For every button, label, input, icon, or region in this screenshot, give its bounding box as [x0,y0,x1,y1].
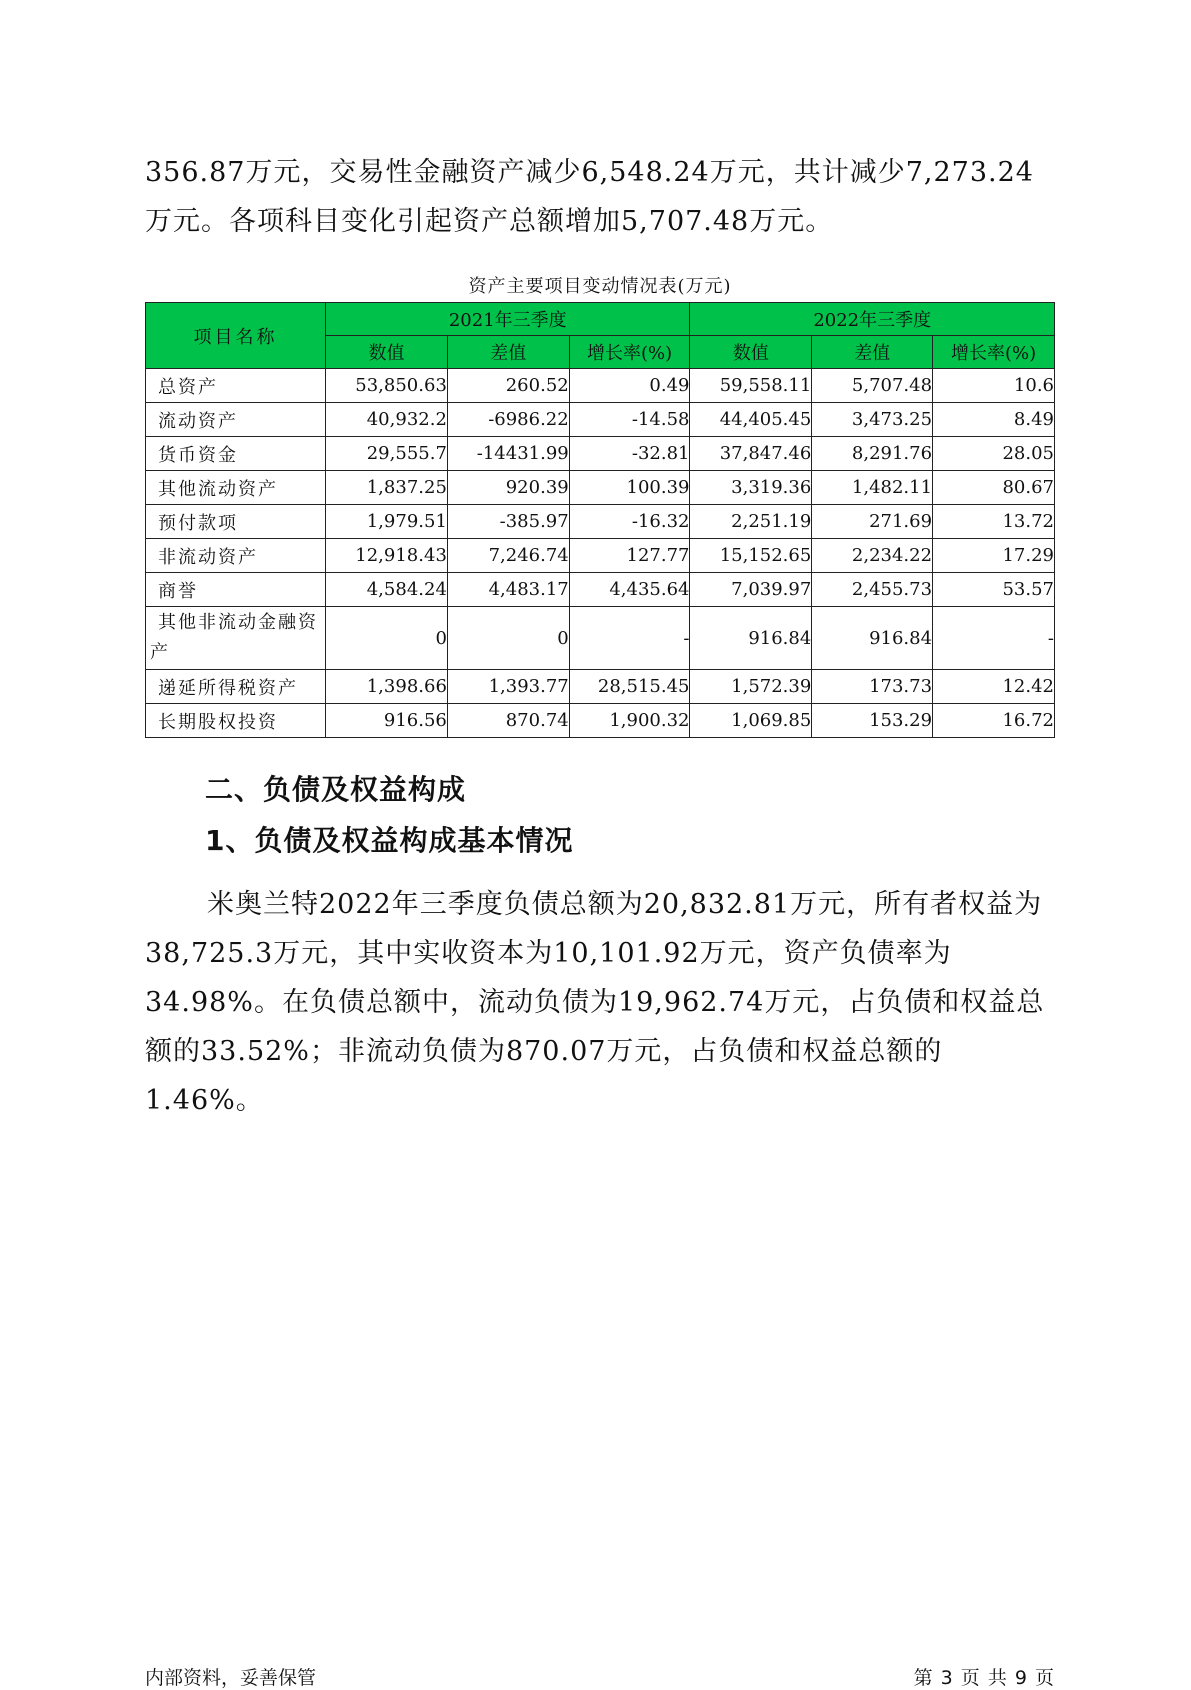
header-growth-2021: 增长率(%) [569,336,690,369]
row-value-cell: 271.69 [812,505,933,539]
header-diff-2022: 差值 [812,336,933,369]
row-item-name: 其他流动资产 [146,471,326,505]
row-item-name: 总资产 [146,369,326,403]
row-value-cell: 4,483.17 [447,573,569,607]
row-value-cell: 40,932.2 [326,403,448,437]
row-value-cell: 1,837.25 [326,471,448,505]
row-value-cell: 100.39 [569,471,690,505]
row-value-cell: 28,515.45 [569,670,690,704]
row-value-cell: 53,850.63 [326,369,448,403]
row-value-cell: 916.84 [690,607,812,670]
row-value-cell: -32.81 [569,437,690,471]
header-group-2021: 2021年三季度 [326,303,690,336]
row-value-cell: 2,455.73 [812,573,933,607]
row-value-cell: 1,393.77 [447,670,569,704]
row-value-cell: 916.56 [326,704,448,738]
row-value-cell: 1,572.39 [690,670,812,704]
row-value-cell: 17.29 [933,539,1055,573]
row-item-name: 长期股权投资 [146,704,326,738]
row-value-cell: 37,847.46 [690,437,812,471]
row-value-cell: 80.67 [933,471,1055,505]
row-value-cell: 3,319.36 [690,471,812,505]
row-value-cell: 3,473.25 [812,403,933,437]
header-growth-2022: 增长率(%) [933,336,1055,369]
row-value-cell: - [933,607,1055,670]
footer-page-number: 第 3 页 共 9 页 [913,1667,1055,1689]
header-group-2022: 2022年三季度 [690,303,1055,336]
header-value-2021: 数值 [326,336,448,369]
header-item-name: 项目名称 [146,303,326,369]
row-item-name: 货币资金 [146,437,326,471]
row-value-cell: 260.52 [447,369,569,403]
row-value-cell: - [569,607,690,670]
row-value-cell: 2,234.22 [812,539,933,573]
row-item-name: 商誉 [146,573,326,607]
header-diff-2021: 差值 [447,336,569,369]
row-value-cell: 153.29 [812,704,933,738]
row-value-cell: 59,558.11 [690,369,812,403]
row-value-cell: 1,482.11 [812,471,933,505]
table-row [146,539,1055,573]
row-value-cell: -14.58 [569,403,690,437]
row-value-cell: 13.72 [933,505,1055,539]
row-value-cell: 7,039.97 [690,573,812,607]
row-value-cell: 916.84 [812,607,933,670]
table-row [146,670,1055,704]
table-row [146,437,1055,471]
row-value-cell: 2,251.19 [690,505,812,539]
row-item-name: 递延所得税资产 [146,670,326,704]
row-value-cell: 173.73 [812,670,933,704]
section-subheading: 1、负债及权益构成基本情况 [205,824,574,857]
row-item-name: 非流动资产 [146,539,326,573]
row-value-cell: 127.77 [569,539,690,573]
footer-confidential-note: 内部资料，妥善保管 [145,1667,317,1689]
table-row [146,369,1055,403]
header-value-2022: 数值 [690,336,812,369]
row-value-cell: -6986.22 [447,403,569,437]
row-value-cell: 10.6 [933,369,1055,403]
row-value-cell: 870.74 [447,704,569,738]
row-value-cell: 4,435.64 [569,573,690,607]
row-value-cell: 1,398.66 [326,670,448,704]
row-value-cell: 8,291.76 [812,437,933,471]
row-value-cell: 1,069.85 [690,704,812,738]
table-row [146,505,1055,539]
table-row [146,403,1055,437]
row-value-cell: 8.49 [933,403,1055,437]
row-value-cell: -385.97 [447,505,569,539]
intro-paragraph: 356.87万元，交易性金融资产减少6,548.24万元，共计减少7,273.24万元。各项科目变化引起资产总额增加5,707.48万元。 [145,157,1034,237]
row-value-cell: -14431.99 [447,437,569,471]
row-value-cell: 44,405.45 [690,403,812,437]
row-value-cell: 28.05 [933,437,1055,471]
table-row [146,607,1055,670]
table-row [146,471,1055,505]
row-value-cell: 0 [326,607,448,670]
row-value-cell: 5,707.48 [812,369,933,403]
table-row [146,573,1055,607]
row-value-cell: 0.49 [569,369,690,403]
row-value-cell: 15,152.65 [690,539,812,573]
row-item-name: 其他非流动金融资产 [146,607,326,670]
row-value-cell: 29,555.7 [326,437,448,471]
row-item-name: 预付款项 [146,505,326,539]
table-row [146,704,1055,738]
row-value-cell: 4,584.24 [326,573,448,607]
row-value-cell: 12.42 [933,670,1055,704]
table-caption: 资产主要项目变动情况表(万元) [468,276,732,297]
asset-change-table [145,302,1055,738]
liabilities-paragraph: 米奥兰特2022年三季度负债总额为20,832.81万元，所有者权益为38,725.3万元，其中实收资本为10,101.92万元，资产负债率为34.98%。在负债总额中，流动负债为19,962.74万元，占负债和权益总额的33.52%；非流动负债为870.07万元，占负债和权益总额的1.46%。 [145,889,1045,1116]
row-value-cell: 12,918.43 [326,539,448,573]
row-value-cell: 7,246.74 [447,539,569,573]
row-value-cell: -16.32 [569,505,690,539]
row-value-cell: 1,900.32 [569,704,690,738]
row-value-cell: 53.57 [933,573,1055,607]
row-item-name: 流动资产 [146,403,326,437]
row-value-cell: 920.39 [447,471,569,505]
row-value-cell: 16.72 [933,704,1055,738]
row-value-cell: 1,979.51 [326,505,448,539]
section-heading: 二、负债及权益构成 [205,773,467,806]
row-value-cell: 0 [447,607,569,670]
table-header-row [146,303,1055,336]
